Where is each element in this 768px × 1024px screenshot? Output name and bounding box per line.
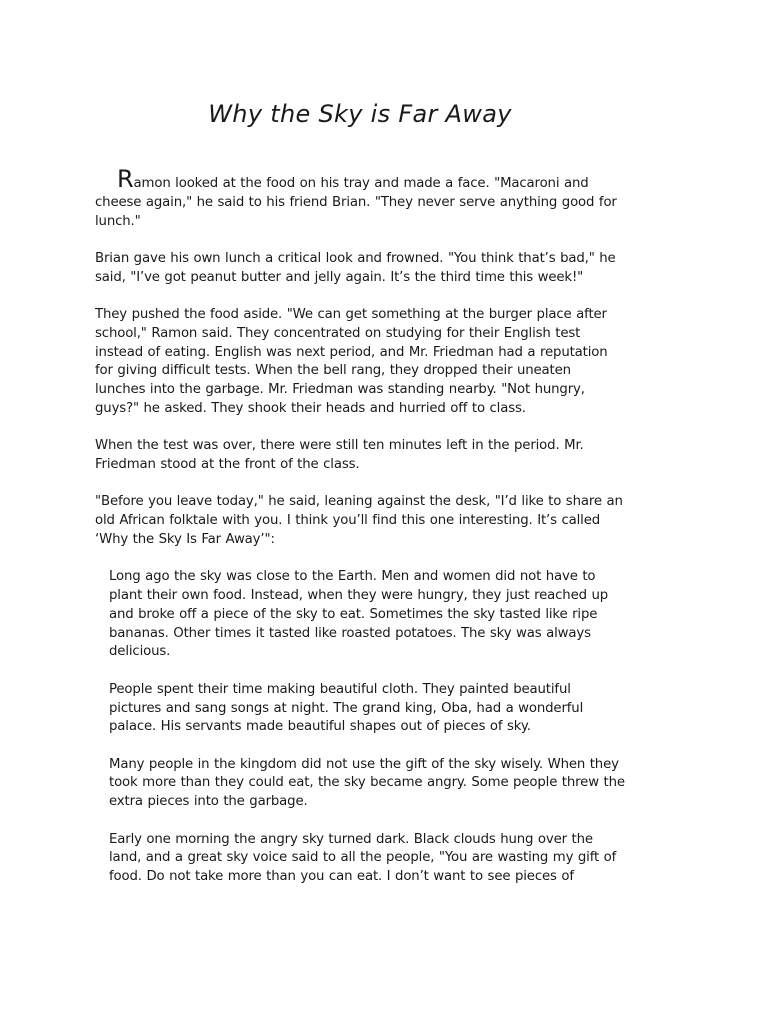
paragraph-2: Brian gave his own lunch a critical look and frowned. "You think that’s bad," he said, "I’ve got peanut butter and jelly again. It’s the third time this week!" [95, 250, 616, 285]
story-paragraph-1: Long ago the sky was close to the Earth. Men and women did not have to plant their own food. Instead, when they were hungry, they just reached up and broke off a piece of the sky to eat. Sometimes the sky tasted like ripe bananas. Other times it tasted like roasted potatoes. The sky was always delicious. [109, 569, 609, 660]
story-paragraph-4: Early one morning the angry sky turned dark. Black clouds hung over the land, and a great sky voice said to all the people, "You are wasting my gift of food. Do not take more than you can eat. I don’t want to see pieces of [109, 831, 617, 885]
drop-cap: R [117, 165, 134, 193]
paragraph-4: When the test was over, there were still ten minutes left in the period. Mr. Friedman stood at the front of the class. [95, 438, 584, 473]
story-paragraph-2: People spent their time making beautiful cloth. They painted beautiful pictures and sang songs at night. The grand king, Oba, had a wonderful palace. His servants made beautiful shapes out of pieces of sky. [109, 681, 584, 735]
paragraph-1 [95, 165, 625, 231]
paragraph-5: "Before you leave today," he said, leaning against the desk, "I’d like to share an old African folktale with you. I think you’ll find this one interesting. It’s called ‘Why the Sky Is Far Away’": [95, 494, 623, 547]
paragraph-3: They pushed the food aside. "We can get something at the burger place after school," Ramon said. They concentrated on studying for their English test instead of eating. English was next period, and Mr. Friedman had a reputation for giving difficult tests. When the bell rang, they dropped their uneaten lunches into the garbage. Mr. Friedman was standing nearby. "Not hungry, guys?" he asked. They shook their heads and hurried off to class. [95, 306, 608, 416]
story-body [95, 165, 625, 905]
page-title: Why the Sky is Far Away [208, 100, 512, 128]
paragraph-1-text: amon looked at the food on his tray and made a face. "Macaroni and cheese again," he said to his friend Brian. "They never serve anything good for lunch." [95, 176, 617, 229]
story-paragraph-3: Many people in the kingdom did not use the gift of the sky wisely. When they took more than they could eat, the sky became angry. Some people threw the extra pieces into the garbage. [109, 756, 625, 810]
